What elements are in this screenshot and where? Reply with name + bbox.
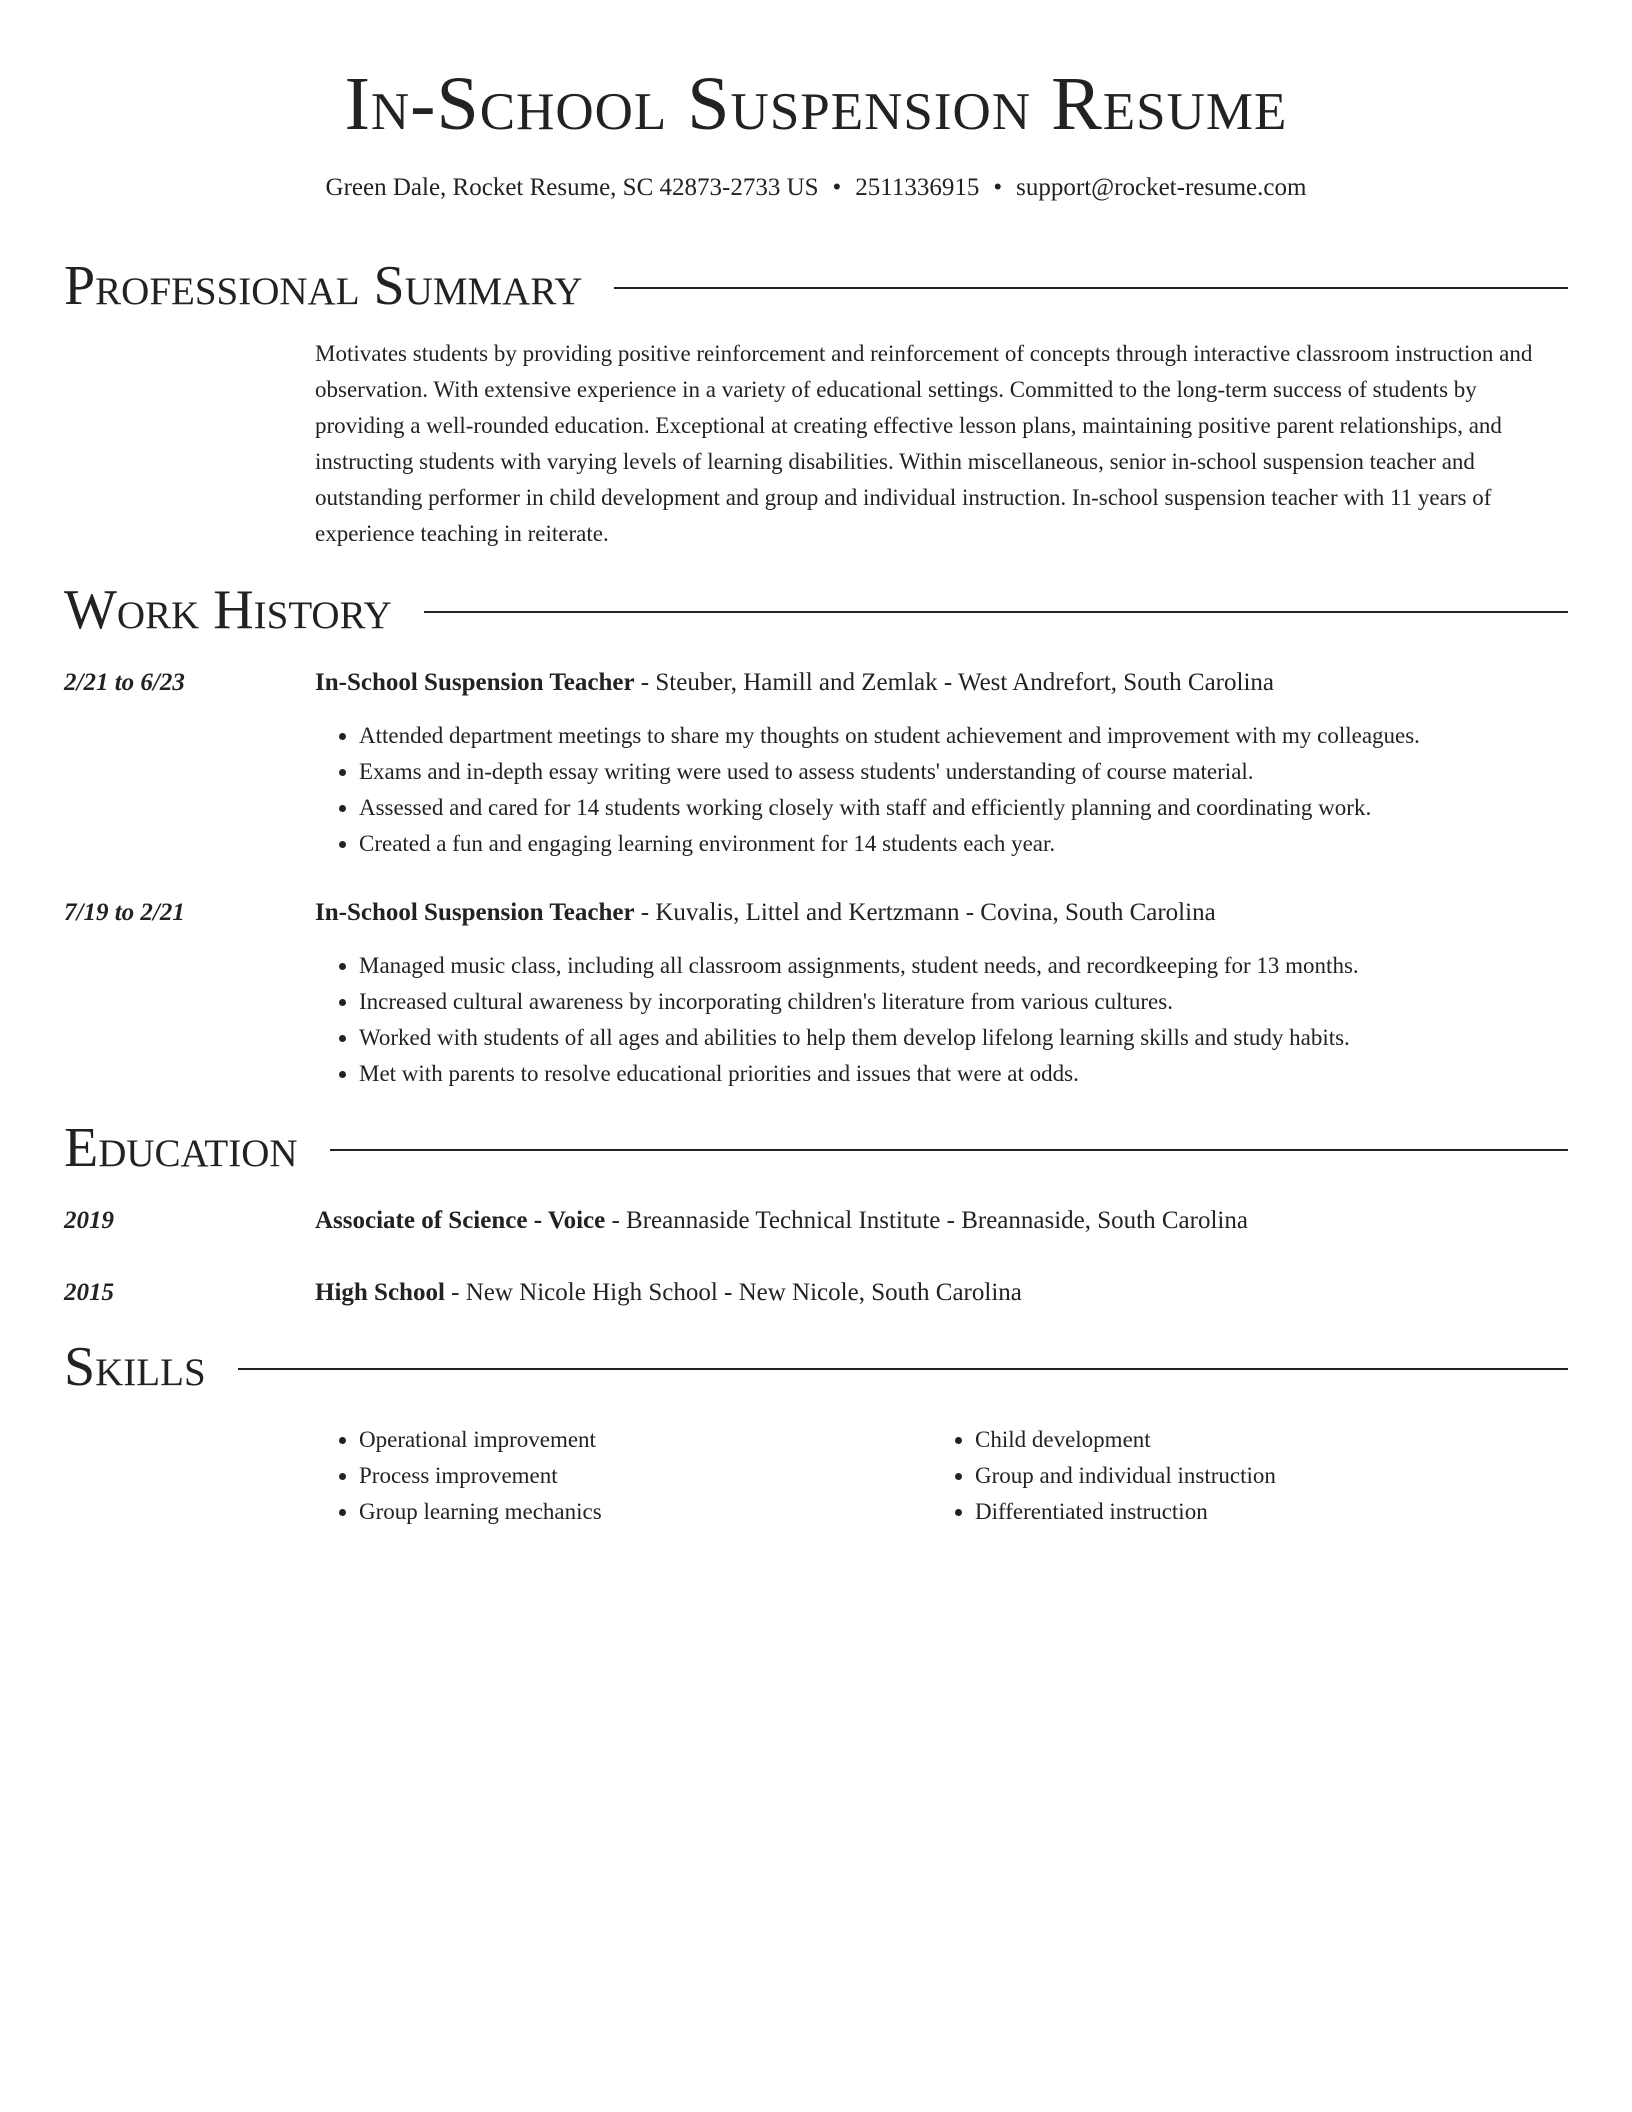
job-employer: - Kuvalis, Littel and Kertzmann - Covina, South Carolina bbox=[634, 899, 1216, 926]
section-title-education: Education bbox=[64, 1117, 298, 1179]
section-divider bbox=[238, 1368, 1568, 1370]
education-school: - Breannaside Technical Institute - Breannaside, South Carolina bbox=[605, 1207, 1248, 1234]
list-item: • Met with parents to resolve educational priorities and issues that were at odds. bbox=[359, 1056, 1632, 1092]
job-dates: 2/21 to 6/23 bbox=[64, 669, 185, 696]
contact-separator: • bbox=[993, 174, 1003, 201]
skill-item: • Differentiated instruction bbox=[975, 1494, 1575, 1530]
education-heading bbox=[315, 1277, 1568, 1309]
job-title: In-School Suspension Teacher bbox=[315, 669, 635, 696]
skill-item: • Child development bbox=[975, 1422, 1575, 1458]
education-degree: Associate of Science - Voice bbox=[315, 1207, 606, 1234]
section-header-summary bbox=[64, 254, 1568, 318]
job-heading bbox=[315, 897, 1568, 929]
education-school: - New Nicole High School - New Nicole, South Carolina bbox=[444, 1279, 1022, 1306]
section-header-education bbox=[64, 1116, 1568, 1180]
section-divider bbox=[330, 1149, 1568, 1151]
contact-address: Green Dale, Rocket Resume, SC 42873-2733 US bbox=[325, 174, 819, 201]
list-item: • Attended department meetings to share my thoughts on student achievement and improvement with my colleagues. bbox=[359, 718, 1632, 754]
job-title: In-School Suspension Teacher bbox=[315, 899, 635, 926]
job-bullets bbox=[315, 948, 1632, 1092]
list-item: • Managed music class, including all classroom assignments, student needs, and recordkeeping for 13 months. bbox=[359, 948, 1632, 984]
job-employer: - Steuber, Hamill and Zemlak - West Andrefort, South Carolina bbox=[634, 669, 1274, 696]
list-item: • Created a fun and engaging learning environment for 14 students each year. bbox=[359, 826, 1632, 862]
contact-email: support@rocket-resume.com bbox=[1016, 174, 1307, 201]
skills-list-left bbox=[315, 1422, 919, 1530]
education-year: 2019 bbox=[64, 1207, 114, 1234]
job-heading bbox=[315, 667, 1568, 699]
education-year: 2015 bbox=[64, 1279, 114, 1306]
section-title-summary: Professional Summary bbox=[64, 255, 583, 317]
education-degree: High School bbox=[315, 1279, 445, 1306]
section-divider bbox=[614, 287, 1568, 289]
education-heading bbox=[315, 1205, 1568, 1237]
list-item: • Worked with students of all ages and abilities to help them develop lifelong learning skills and study habits. bbox=[359, 1020, 1632, 1056]
skill-item: • Process improvement bbox=[359, 1458, 919, 1494]
list-item: • Assessed and cared for 14 students working closely with staff and efficiently planning and coordinating work. bbox=[359, 790, 1632, 826]
page-title: In-School Suspension Resume bbox=[344, 62, 1288, 146]
skill-item: • Operational improvement bbox=[359, 1422, 919, 1458]
skill-item: • Group learning mechanics bbox=[359, 1494, 919, 1530]
job-dates: 7/19 to 2/21 bbox=[64, 899, 185, 926]
summary-text: Motivates students by providing positive reinforcement and reinforcement of concepts through interactive classroom instruction and observation. With extensive experience in a variety of educational settings. Committed to the long-term success of students by providing a well-rounded education. Exceptional at creating effective lesson plans, maintaining positive parent relationships, and instructing students with varying levels of learning disabilities. Within miscellaneous, senior in-school suspension teacher and outstanding performer in child development and group and individual instruction. In-school suspension teacher with 11 years of experience teaching in reiterate. bbox=[315, 341, 1533, 546]
section-header-work bbox=[64, 578, 1568, 642]
section-title-work: Work History bbox=[64, 579, 392, 641]
list-item: • Exams and in-depth essay writing were used to assess students' understanding of course material. bbox=[359, 754, 1632, 790]
list-item: • Increased cultural awareness by incorporating children's literature from various cultures. bbox=[359, 984, 1632, 1020]
section-title-skills: Skills bbox=[64, 1336, 206, 1398]
contact-separator: • bbox=[832, 174, 842, 201]
skill-item: • Group and individual instruction bbox=[975, 1458, 1575, 1494]
contact-phone: 2511336915 bbox=[855, 174, 980, 201]
section-divider bbox=[424, 611, 1568, 613]
job-bullets bbox=[315, 718, 1632, 862]
contact-line bbox=[0, 172, 1632, 204]
section-header-skills bbox=[64, 1335, 1568, 1399]
skills-list-right bbox=[931, 1422, 1575, 1530]
